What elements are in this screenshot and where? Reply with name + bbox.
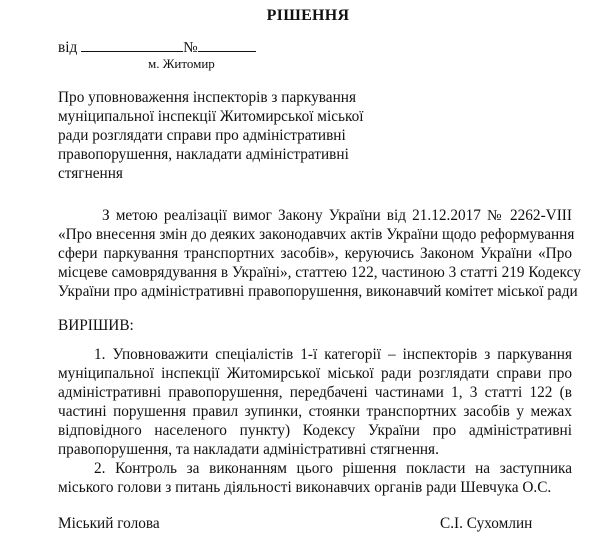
item-line: муніципальної інспекції Житомирської міської ради розглядати справи про xyxy=(58,365,572,382)
signature-name: С.І. Сухомлин xyxy=(440,515,533,532)
subject-line: Про уповноваження інспекторів з паркування xyxy=(58,89,356,106)
date-blank-field xyxy=(81,37,183,52)
preamble-line: місцеве самоврядування в Україні», статтею 122, частиною 3 статті 219 Кодексу xyxy=(58,264,581,281)
city-label: м. Житомир xyxy=(148,56,215,71)
item-line: міського голови з питань діяльності виконавчих органів ради Шевчука О.С. xyxy=(58,479,552,496)
signature-title: Міський голова xyxy=(58,515,160,532)
number-sign: № xyxy=(183,39,198,56)
preamble-line: З метою реалізації вимог Закону України від 21.12.2017 № 2262-VIII xyxy=(102,207,572,224)
resolved-heading: ВИРІШИВ: xyxy=(58,317,134,334)
preamble-line: України про адміністративні правопорушення, виконавчий комітет міської ради xyxy=(58,283,578,300)
item-line: адміністративні правопорушення, передбачені частинами 1, 3 статті 122 (в xyxy=(58,384,572,401)
preamble-line: сфери паркування транспортних засобів», керуючись Законом України «Про xyxy=(58,245,572,262)
subject-line: ради розглядати справи про адміністративні xyxy=(58,127,346,144)
subject-line: стягнення xyxy=(58,165,123,182)
date-prefix: від xyxy=(58,39,78,56)
document-title: РІШЕННЯ xyxy=(266,7,350,24)
item-line: частині порушення правил зупинки, стоянки транспортних засобів у межах xyxy=(58,403,572,420)
item-line: 1. Уповноважити спеціалістів 1-ї категорії – інспекторів з паркування xyxy=(94,346,572,363)
preamble-line: «Про внесення змін до деяких законодавчих актів України щодо реформування xyxy=(58,226,575,243)
number-blank-field xyxy=(198,37,256,52)
subject-line: муніципальної інспекції Житомирської міської xyxy=(58,108,364,125)
item-line: 2. Контроль за виконанням цього рішення покласти на заступника xyxy=(94,460,572,477)
subject-line: правопорушення, накладати адміністративні xyxy=(58,146,349,163)
item-line: відповідного населеного пункту) Кодексу України про адміністративні xyxy=(58,422,572,439)
item-line: правопорушення, та накладати адміністративні стягнення. xyxy=(58,441,439,458)
